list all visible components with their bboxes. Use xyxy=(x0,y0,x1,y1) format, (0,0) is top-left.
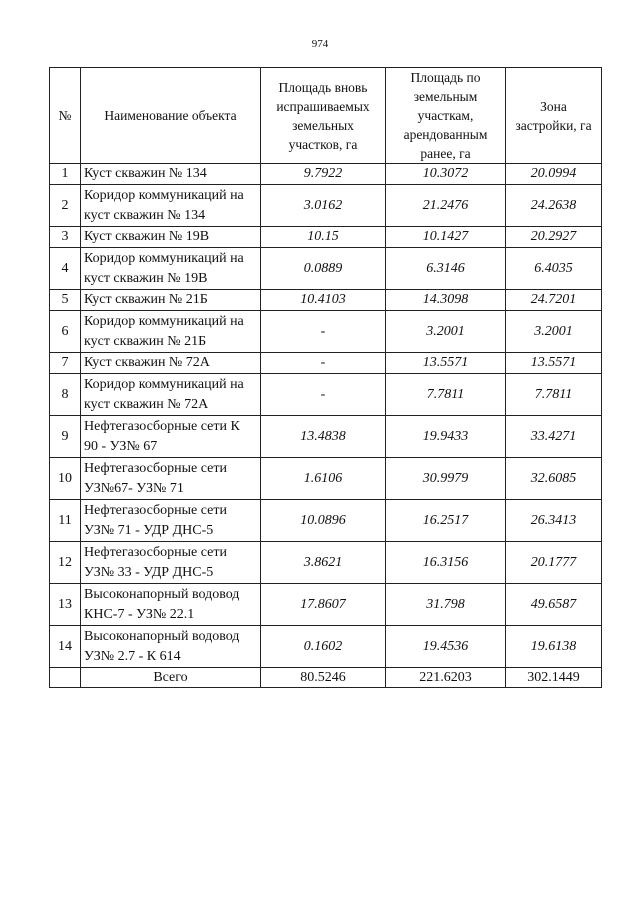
row-leased-area: 16.2517 xyxy=(386,500,506,542)
row-new-area: - xyxy=(261,374,386,416)
row-num: 1 xyxy=(50,164,81,185)
row-name: Куст скважин № 21Б xyxy=(81,290,261,311)
row-leased-area: 14.3098 xyxy=(386,290,506,311)
total-zone: 302.1449 xyxy=(506,668,602,688)
row-leased-area: 19.9433 xyxy=(386,416,506,458)
row-leased-area: 10.3072 xyxy=(386,164,506,185)
row-num: 4 xyxy=(50,248,81,290)
row-name: Коридор коммуникаций на куст скважин № 134 xyxy=(81,185,261,227)
row-num: 5 xyxy=(50,290,81,311)
table-row xyxy=(50,416,602,458)
row-zone: 20.1777 xyxy=(506,542,602,584)
row-num: 3 xyxy=(50,227,81,248)
row-num: 10 xyxy=(50,458,81,500)
row-zone: 6.4035 xyxy=(506,248,602,290)
table-row xyxy=(50,542,602,584)
row-name: Коридор коммуникаций на куст скважин № 19В xyxy=(81,248,261,290)
row-new-area: 13.4838 xyxy=(261,416,386,458)
row-num: 14 xyxy=(50,626,81,668)
table-row xyxy=(50,626,602,668)
row-leased-area: 16.3156 xyxy=(386,542,506,584)
row-num: 13 xyxy=(50,584,81,626)
header-leased-area: Площадь по земельным участкам, арендованным ранее, га xyxy=(386,68,506,164)
row-leased-area: 6.3146 xyxy=(386,248,506,290)
table-row xyxy=(50,227,602,248)
row-name: Коридор коммуникаций на куст скважин № 72А xyxy=(81,374,261,416)
row-leased-area: 30.9979 xyxy=(386,458,506,500)
row-zone: 26.3413 xyxy=(506,500,602,542)
table-row xyxy=(50,248,602,290)
row-num: 8 xyxy=(50,374,81,416)
table-row xyxy=(50,458,602,500)
row-new-area: 10.0896 xyxy=(261,500,386,542)
row-name: Куст скважин № 72А xyxy=(81,353,261,374)
row-new-area: 0.0889 xyxy=(261,248,386,290)
row-num: 6 xyxy=(50,311,81,353)
table-row xyxy=(50,353,602,374)
row-num: 11 xyxy=(50,500,81,542)
row-new-area: 1.6106 xyxy=(261,458,386,500)
row-leased-area: 7.7811 xyxy=(386,374,506,416)
row-zone: 13.5571 xyxy=(506,353,602,374)
row-zone: 7.7811 xyxy=(506,374,602,416)
table-row xyxy=(50,164,602,185)
row-new-area: - xyxy=(261,311,386,353)
row-leased-area: 3.2001 xyxy=(386,311,506,353)
header-name: Наименование объекта xyxy=(81,68,261,164)
table-header-row xyxy=(50,68,602,164)
row-name: Высоконапорный водовод КНС-7 - УЗ№ 22.1 xyxy=(81,584,261,626)
row-name: Нефтегазосборные сети УЗ№67- УЗ№ 71 xyxy=(81,458,261,500)
row-num: 2 xyxy=(50,185,81,227)
row-new-area: 10.15 xyxy=(261,227,386,248)
row-zone: 24.7201 xyxy=(506,290,602,311)
header-num: № xyxy=(50,68,81,164)
row-zone: 20.2927 xyxy=(506,227,602,248)
row-leased-area: 19.4536 xyxy=(386,626,506,668)
row-name: Нефтегазосборные сети УЗ№ 33 - УДР ДНС-5 xyxy=(81,542,261,584)
row-new-area: 10.4103 xyxy=(261,290,386,311)
area-table xyxy=(49,67,602,688)
row-num: 7 xyxy=(50,353,81,374)
row-name: Коридор коммуникаций на куст скважин № 21Б xyxy=(81,311,261,353)
table-row xyxy=(50,290,602,311)
row-num: 9 xyxy=(50,416,81,458)
row-new-area: 3.0162 xyxy=(261,185,386,227)
row-name: Куст скважин № 19В xyxy=(81,227,261,248)
table-row xyxy=(50,374,602,416)
table-row xyxy=(50,185,602,227)
row-zone: 49.6587 xyxy=(506,584,602,626)
row-new-area: - xyxy=(261,353,386,374)
row-zone: 19.6138 xyxy=(506,626,602,668)
total-leased-area: 221.6203 xyxy=(386,668,506,688)
header-new-area: Площадь вновь испрашиваемых земельных участков, га xyxy=(261,68,386,164)
row-num: 12 xyxy=(50,542,81,584)
row-new-area: 17.8607 xyxy=(261,584,386,626)
row-new-area: 3.8621 xyxy=(261,542,386,584)
row-zone: 3.2001 xyxy=(506,311,602,353)
row-name: Нефтегазосборные сети К 90 - УЗ№ 67 xyxy=(81,416,261,458)
row-name: Куст скважин № 134 xyxy=(81,164,261,185)
total-new-area: 80.5246 xyxy=(261,668,386,688)
total-label: Всего xyxy=(81,668,261,688)
row-zone: 33.4271 xyxy=(506,416,602,458)
row-name: Нефтегазосборные сети УЗ№ 71 - УДР ДНС-5 xyxy=(81,500,261,542)
row-new-area: 0.1602 xyxy=(261,626,386,668)
total-num xyxy=(50,668,81,688)
row-leased-area: 31.798 xyxy=(386,584,506,626)
table-row xyxy=(50,311,602,353)
row-leased-area: 10.1427 xyxy=(386,227,506,248)
row-zone: 32.6085 xyxy=(506,458,602,500)
row-zone: 24.2638 xyxy=(506,185,602,227)
header-zone: Зона застройки, га xyxy=(506,68,602,164)
total-row xyxy=(50,668,602,688)
page-number: 974 xyxy=(311,38,329,50)
row-new-area: 9.7922 xyxy=(261,164,386,185)
row-zone: 20.0994 xyxy=(506,164,602,185)
row-leased-area: 13.5571 xyxy=(386,353,506,374)
table-row xyxy=(50,500,602,542)
table-row xyxy=(50,584,602,626)
row-name: Высоконапорный водовод УЗ№ 2.7 - К 614 xyxy=(81,626,261,668)
row-leased-area: 21.2476 xyxy=(386,185,506,227)
